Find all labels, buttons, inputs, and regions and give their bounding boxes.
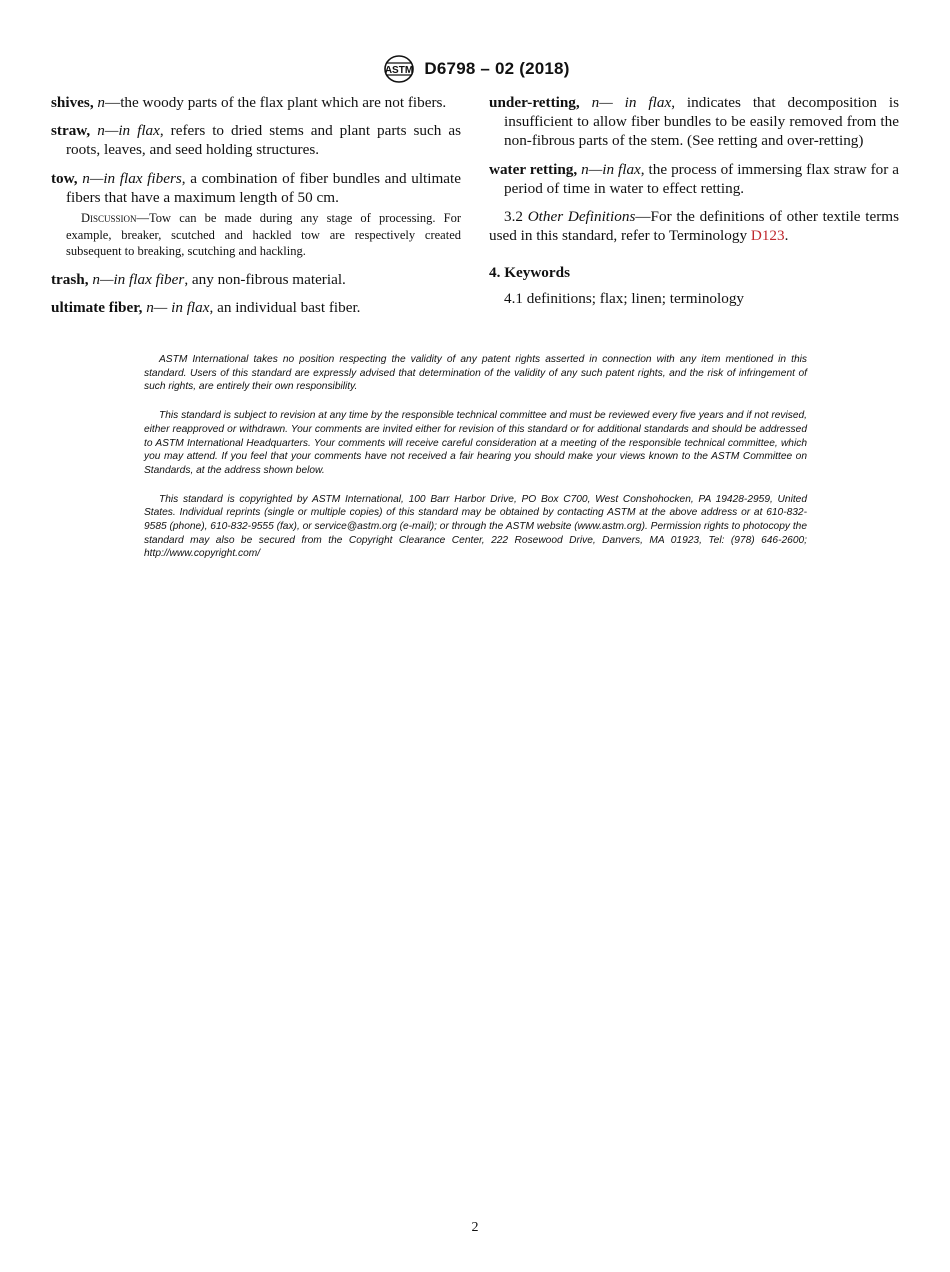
discussion-label: Discussion — [81, 211, 137, 226]
definition-tow — [51, 169, 461, 207]
term-definition: , indicates that decomposition is insufficient to allow fiber bundles to be easily removed from the non-fibrous parts of the stem. (See retting and over-retting) — [504, 94, 900, 150]
term-definition: , an individual bast fiber. — [209, 298, 361, 316]
term-label: under-retting, — [489, 94, 580, 111]
patent-notice: ASTM International takes no position respecting the validity of any patent rights asserted in connection with any item mentioned in this standard. Users of this standard are expressly advised that determination of the validity of any such patent rights, and the risk of infringement of such rights, are entirely their own responsibility. — [144, 354, 807, 393]
section-text-end: . — [784, 227, 789, 245]
copyright-notice: This standard is copyrighted by ASTM International, 100 Barr Harbor Drive, PO Box C700, West Conshohocken, PA 19428-2959, United States. Individual reprints (single or multiple copies) of this standard may be obtained by contacting ASTM at the above address or at 610-832-9585 (phone), 610-832-9555 (fax), or service@astm.org (e-mail); or through the ASTM website (www.astm.org). Permission rights to photocopy the standard may also be secured from the Copyright Clearance Center, 222 Rosewood Drive, Danvers, MA 01923, Tel: (978) 646-2600; http://www.copyright.com/ — [144, 493, 807, 560]
svg-text:ASTM: ASTM — [385, 65, 414, 76]
keywords-heading: 4. Keywords — [489, 264, 570, 282]
term-label: ultimate fiber, — [51, 298, 143, 316]
term-label: tow, — [51, 169, 78, 187]
section-number: 3.2 — [504, 208, 523, 226]
definition-straw — [51, 121, 461, 159]
term-pos: n— in flax — [591, 94, 672, 111]
definition-shives — [51, 93, 461, 112]
section-text: —For the definitions of other textile terms used in this standard, refer to Terminology — [489, 208, 900, 245]
page-header — [0, 54, 950, 84]
term-pos: n—in flax — [581, 160, 641, 178]
d123-reference-link[interactable]: D123 — [750, 227, 785, 245]
definition-water-retting — [489, 160, 899, 198]
term-definition: , the process of immersing flax straw for a period of time in water to effect retting. — [504, 160, 899, 197]
discussion-text: —Tow can be made during any stage of processing. For example, breaker, scutched and hackled tow are respectively created subsequent to breaking, scutching and hackling. — [66, 211, 461, 259]
definition-trash — [51, 270, 461, 289]
term-definition: , any non-fibrous material. — [184, 270, 346, 288]
page-number: 2 — [471, 1220, 479, 1235]
term-definition: , refers to dried stems and plant parts such as roots, leaves, and seed holding structures. — [66, 122, 461, 159]
standard-designation: D6798 – 02 (2018) — [424, 59, 570, 78]
astm-logo-icon — [380, 54, 418, 84]
revision-notice: This standard is subject to revision at any time by the responsible technical committee and must be reviewed every five years and if not revised, either reapproved or withdrawn. Your comments are invited either for revision of this standard or for additional standards and should be addressed to ASTM International Headquarters. Your comments will receive careful consideration at a meeting of the responsible technical committee, which you may attend. If you feel that your comments have not received a fair hearing you should make your views known to the ASTM Committee on Standards, at the address shown below. — [144, 410, 807, 476]
term-pos: n—in flax — [97, 122, 160, 140]
term-label: water retting, — [489, 160, 578, 178]
term-label: shives, — [51, 94, 94, 111]
tow-discussion — [51, 210, 461, 260]
term-pos: n—in flax fiber — [92, 270, 185, 288]
left-column — [51, 93, 461, 326]
other-definitions-paragraph — [489, 207, 899, 245]
astm-notices — [144, 353, 807, 576]
term-pos: n— in flax — [146, 298, 210, 316]
definition-ultimate-fiber — [51, 298, 461, 317]
term-definition: , a combination of fiber bundles and ultimate fibers that have a maximum length of 50 cm. — [66, 169, 461, 206]
term-pos: n—in flax fibers — [82, 169, 182, 187]
term-definition: —the woody parts of the flax plant which are not fibers. — [105, 94, 447, 111]
term-pos: n — [97, 94, 106, 111]
section-title: Other Definitions — [527, 208, 636, 226]
definition-under-retting — [489, 93, 899, 151]
term-label: trash, — [51, 270, 89, 288]
keywords-text: 4.1 definitions; flax; linen; terminology — [504, 289, 745, 307]
right-column — [489, 93, 899, 308]
term-label: straw, — [51, 122, 91, 140]
